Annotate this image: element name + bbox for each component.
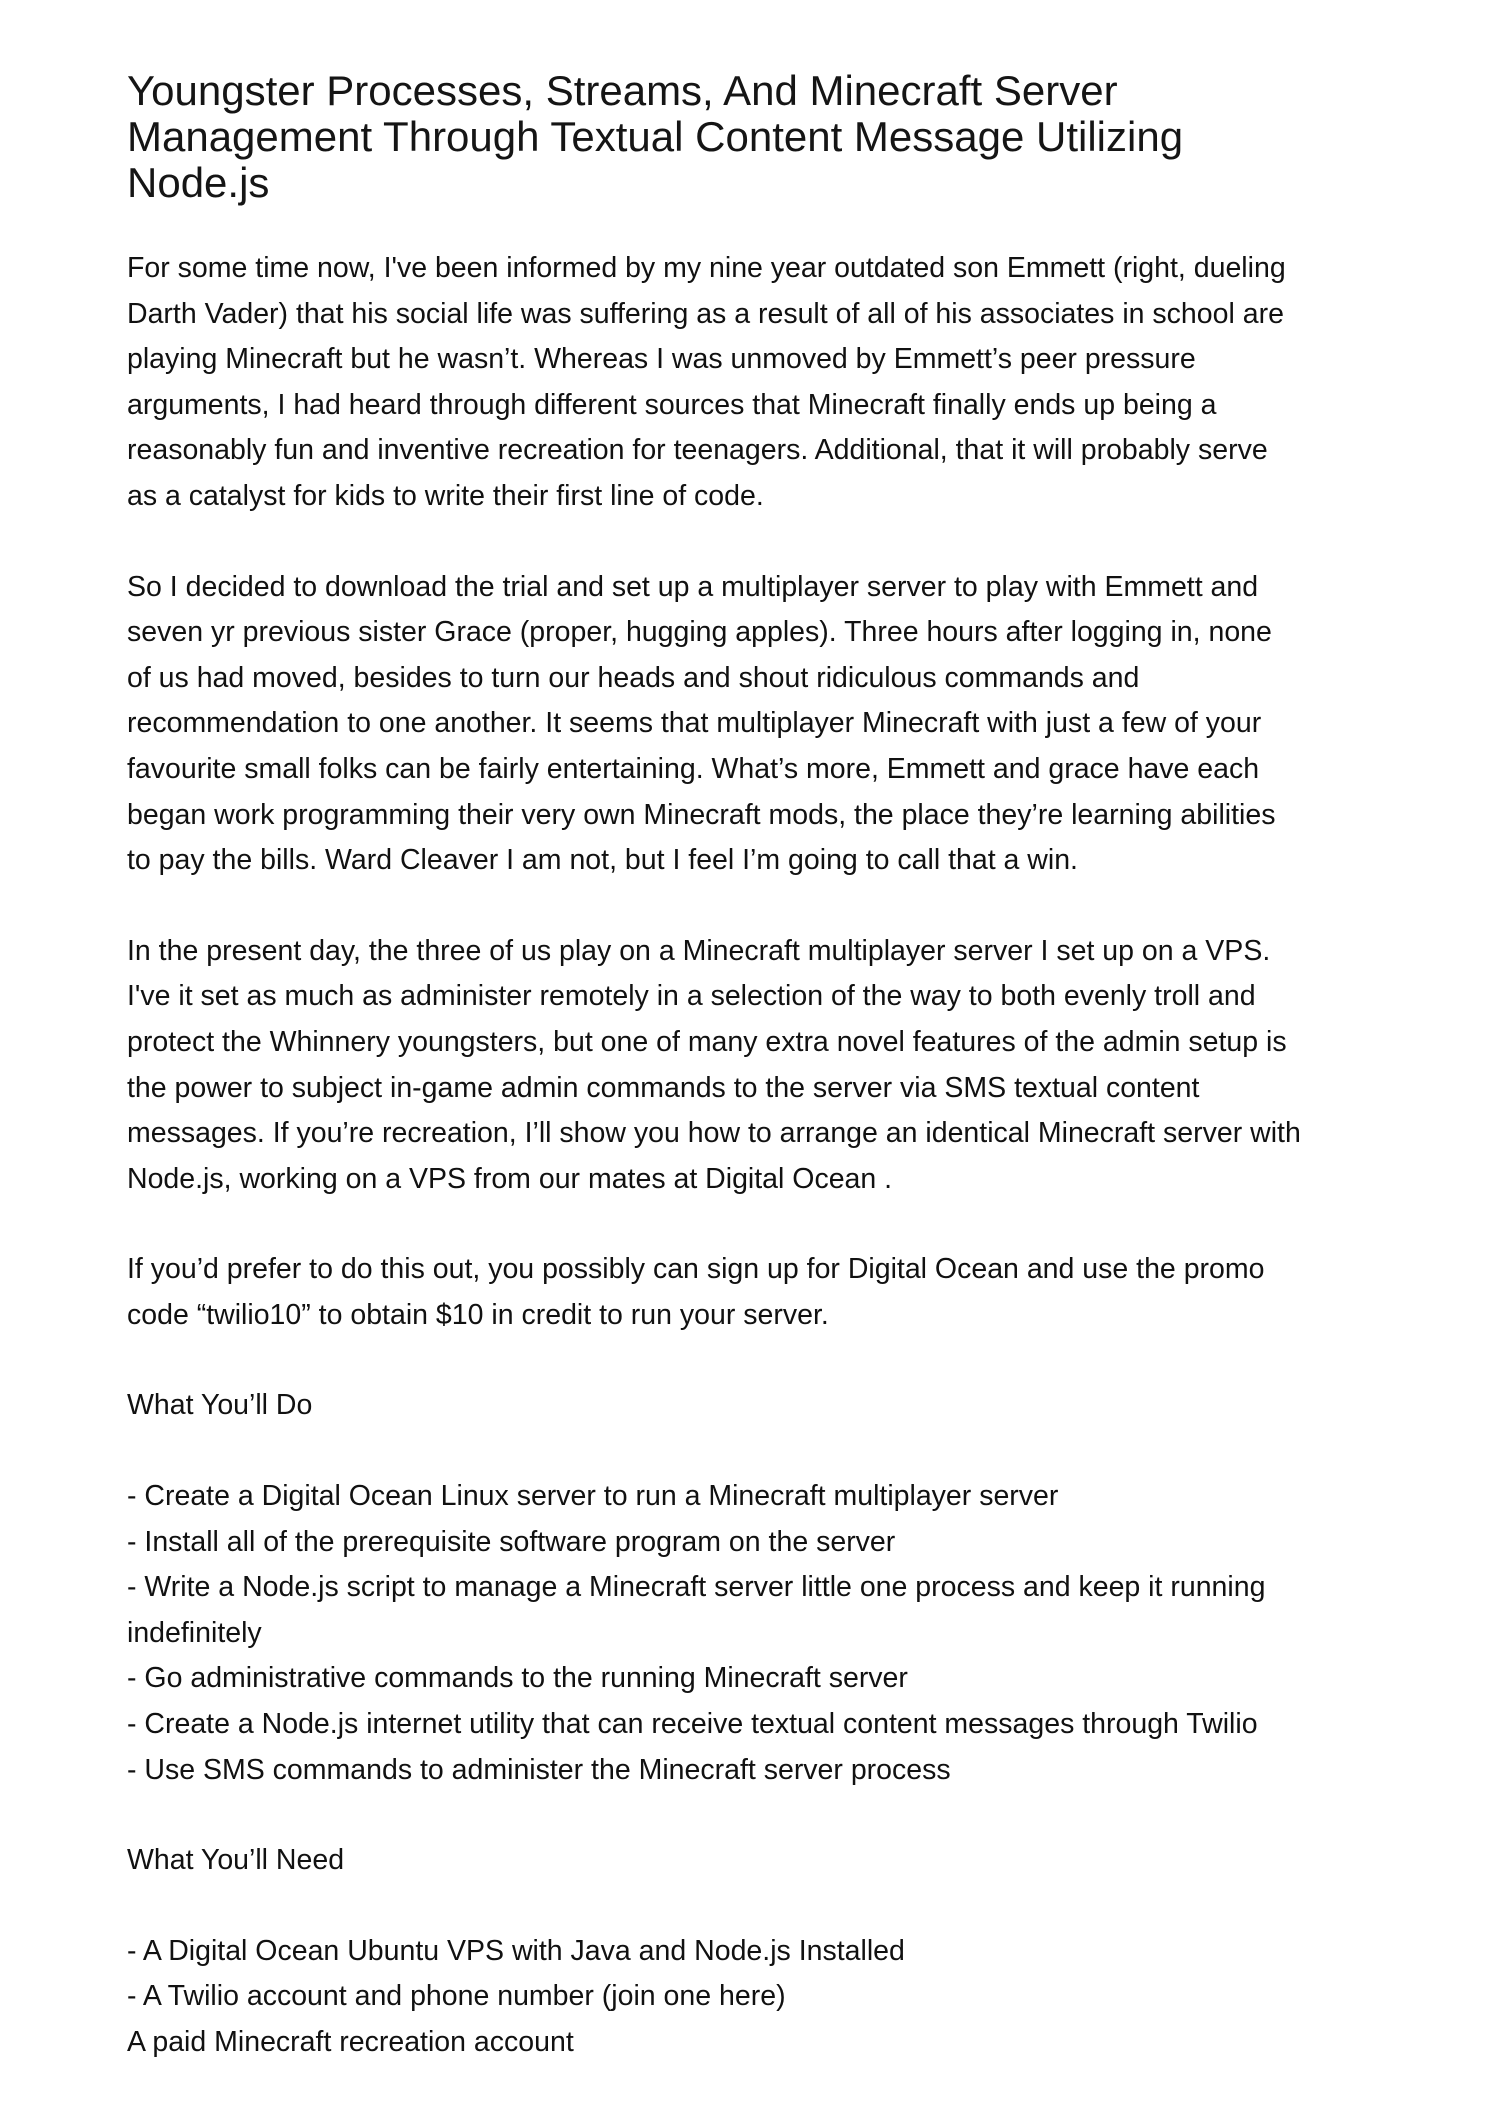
text-line: the power to subject in-game admin commands to the server via SMS textual content — [127, 1071, 1200, 1104]
text-line: Darth Vader) that his social life was suffering as a result of all of his associates in school are — [127, 297, 1284, 330]
list-item: - Install all of the prerequisite software program on the server — [127, 1525, 896, 1558]
list-item: - Create a Digital Ocean Linux server to run a Minecraft multiplayer server — [127, 1480, 1059, 1513]
text-line: to pay the bills. Ward Cleaver I am not, but I feel I’m going to call that a win. — [127, 844, 1078, 877]
list-item: - Go administrative commands to the running Minecraft server — [127, 1662, 908, 1695]
paragraph-vps — [127, 929, 1397, 1203]
section-heading-what-youll-need: What You’ll Need — [127, 1844, 345, 1877]
article-body — [127, 246, 1397, 2066]
section-heading-what-youll-do: What You’ll Do — [127, 1389, 313, 1422]
list-item: - Use SMS commands to administer the Minecraft server process — [127, 1753, 951, 1786]
text-line: If you’d prefer to do this out, you possibly can sign up for Digital Ocean and use the promo — [127, 1253, 1265, 1286]
text-line: as a catalyst for kids to write their first line of code. — [127, 479, 764, 512]
list-item: indefinitely — [127, 1616, 262, 1649]
list-item: - A Digital Ocean Ubuntu VPS with Java and Node.js Installed — [127, 1934, 905, 1967]
title-line: Management Through Textual Content Message Utilizing — [127, 113, 1184, 160]
text-line: favourite small folks can be fairly entertaining. What’s more, Emmett and grace have each — [127, 752, 1260, 785]
twilio-signup-link[interactable]: - A Twilio account and phone number (join one here) — [127, 1980, 786, 2013]
text-line: reasonably fun and inventive recreation for teenagers. Additional, that it will probably serve — [127, 434, 1268, 467]
digital-ocean-link[interactable]: Node.js, working on a VPS from our mates at Digital Ocean . — [127, 1162, 893, 1195]
text-line: arguments, I had heard through different sources that Minecraft finally ends up being a — [127, 388, 1217, 421]
paragraph-intro — [127, 246, 1397, 520]
paragraph-trial — [127, 565, 1397, 884]
text-line: messages. If you’re recreation, I’ll show you how to arrange an identical Minecraft server with — [127, 1117, 1301, 1150]
page-title — [127, 68, 1397, 206]
text-line: For some time now, I've been informed by my nine year outdated son Emmett (right, dueling — [127, 252, 1286, 284]
text-line: playing Minecraft but he wasn’t. Whereas I was unmoved by Emmett’s peer pressure — [127, 343, 1196, 376]
what-youll-do-list — [127, 1474, 1397, 1793]
list-item: - Write a Node.js script to manage a Minecraft server little one process and keep it running — [127, 1571, 1266, 1604]
what-youll-need-list — [127, 1929, 1397, 2066]
text-line: In the present day, the three of us play on a Minecraft multiplayer server I set up on a VPS. — [127, 934, 1271, 967]
list-item: - Create a Node.js internet utility that can receive textual content messages through Twilio — [127, 1708, 1258, 1741]
text-line: recommendation to one another. It seems that multiplayer Minecraft with just a few of your — [127, 707, 1262, 740]
text-line: code “twilio10” to obtain $10 in credit to run your server. — [127, 1298, 829, 1331]
text-line: began work programming their very own Minecraft mods, the place they’re learning abilities — [127, 798, 1276, 831]
text-line: of us had moved, besides to turn our heads and shout ridiculous commands and — [127, 661, 1140, 694]
title-line: Youngster Processes, Streams, And Minecraft Server — [127, 67, 1118, 114]
paragraph-promo — [127, 1247, 1397, 1338]
text-line: seven yr previous sister Grace (proper, hugging apples). Three hours after logging in, none — [127, 616, 1272, 649]
text-line: So I decided to download the trial and set up a multiplayer server to play with Emmett and — [127, 570, 1259, 603]
list-item: A paid Minecraft recreation account — [127, 2026, 574, 2058]
text-line: I've it set as much as administer remotely in a selection of the way to both evenly troll and — [127, 980, 1256, 1013]
document-page — [127, 68, 1397, 2111]
text-line: protect the Whinnery youngsters, but one of many extra novel features of the admin setup is — [127, 1025, 1287, 1058]
title-line: Node.js — [127, 159, 270, 206]
